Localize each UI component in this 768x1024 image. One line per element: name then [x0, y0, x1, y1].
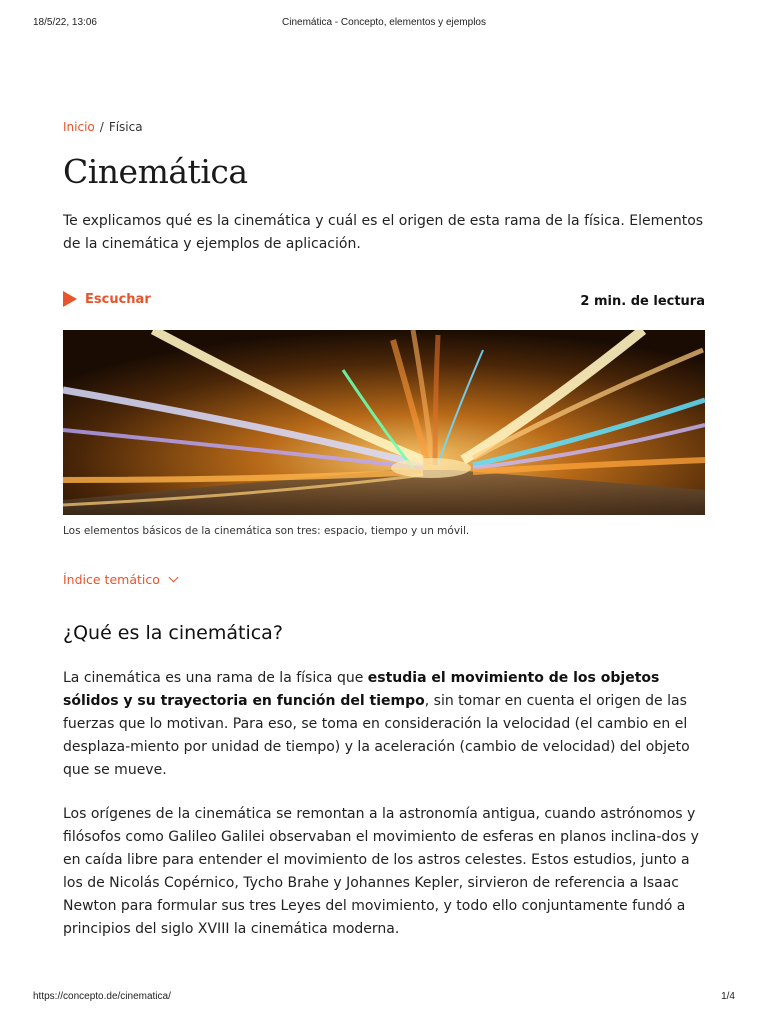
print-date: 18/5/22, 13:06 [33, 17, 97, 28]
paragraph-1-bold: estudia el movimiento de los objetos sólidos y su trayectoria en función del tiempo [63, 670, 660, 709]
breadcrumb-current[interactable]: Física [108, 120, 143, 134]
paragraph-1-intro: La cinemática es una rama de la física que [63, 670, 368, 686]
listen-button[interactable] [63, 291, 151, 307]
section-heading: ¿Qué es la cinemática? [63, 622, 283, 644]
chevron-down-icon [168, 572, 178, 582]
play-icon [63, 291, 77, 307]
listen-row [63, 291, 705, 313]
image-caption: Los elementos básicos de la cinemática son tres: espacio, tiempo y un móvil. [63, 525, 470, 537]
print-title: Cinemática - Concepto, elementos y ejemplos [282, 17, 486, 28]
page-number: 1/4 [721, 991, 735, 1002]
breadcrumb-home-link[interactable]: Inicio [63, 120, 95, 134]
breadcrumb [63, 120, 143, 134]
article-lead: Te explicamos qué es la cinemática y cuál es el origen de esta rama de la física. Elementos de la cinemática y ejemplos de aplicación. [63, 213, 704, 252]
paragraph-1 [63, 667, 705, 782]
listen-label: Escuchar [85, 291, 151, 307]
print-footer [33, 991, 735, 1005]
tunnel-light-trails-image [63, 330, 705, 515]
breadcrumb-separator: / [99, 120, 104, 134]
print-header [33, 17, 735, 31]
toc-toggle[interactable] [63, 572, 177, 587]
page-title: Cinemática [63, 152, 248, 191]
read-time: 2 min. de lectura [580, 294, 705, 309]
paragraph-1-rest: , sin tomar en cuenta el origen de las fuerzas que lo motivan. Para eso, se toma en consideración la velocidad (el cambio en el desplaza-miento por unidad de tiempo) y la aceleración (cambio de velocidad) del objeto que se mueve. [63, 693, 690, 778]
toc-label: Índice temático [63, 572, 160, 587]
paragraph-2: Los orígenes de la cinemática se remontan a la astronomía antigua, cuando astrónomos y filósofos como Galileo Galilei observaban el movimiento de esferas en planos inclina-dos y en caída libre para entender el movimiento de los astros celestes. Estos estudios, junto a los de Nicolás Copérnico, Tycho Brahe y Johannes Kepler, sirvieron de referencia a Isaac Newton para formular sus tres Leyes del movimiento, y todo ello conjuntamente fundó a principios del siglo XVIII la cinemática moderna. [63, 806, 699, 937]
hero-image [63, 330, 705, 515]
print-url: https://concepto.de/cinematica/ [33, 991, 171, 1002]
